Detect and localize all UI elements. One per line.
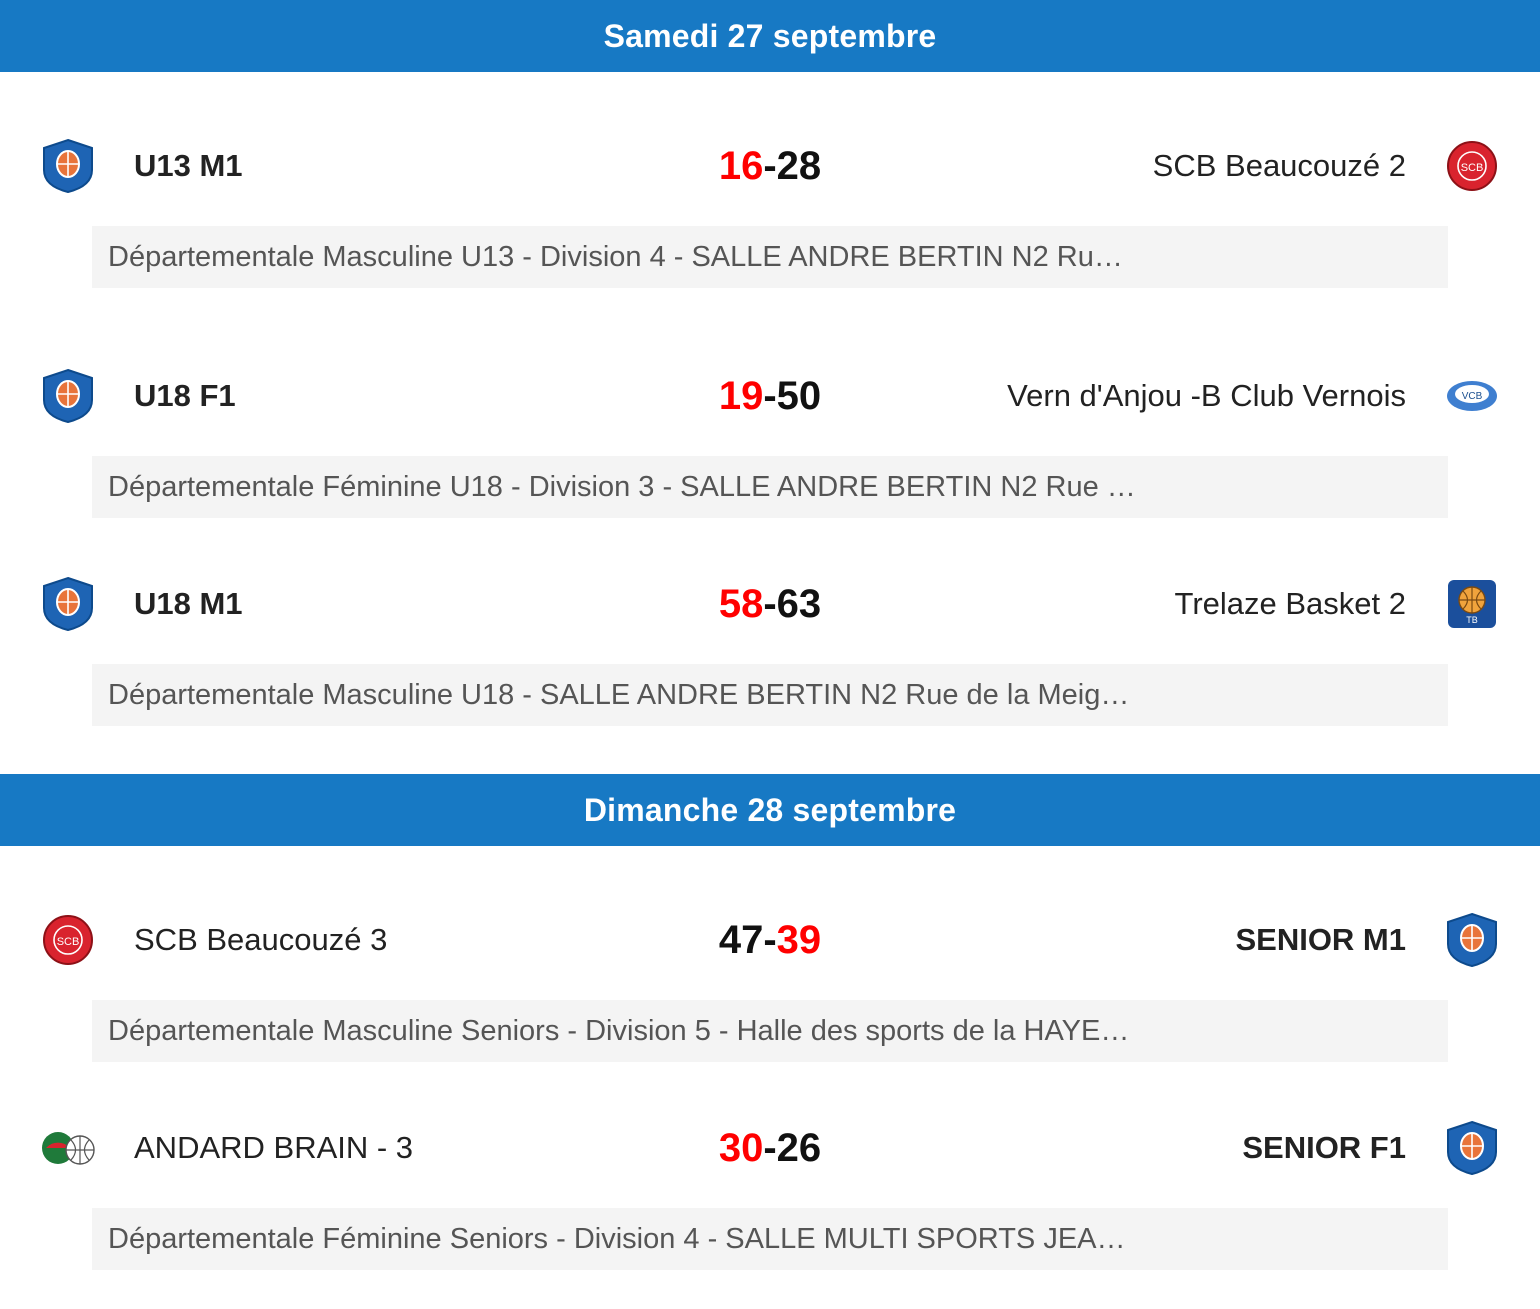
home-score: 58 [718,581,764,626]
match-row[interactable] [0,336,1540,456]
away-team-name: SENIOR M1 [1235,922,1406,957]
svg-text:SCB: SCB [56,936,80,948]
svg-text:TB: TB [1466,615,1478,625]
match-item[interactable] [0,544,1540,726]
match-item[interactable] [0,1088,1540,1270]
vern-club-icon [1444,368,1500,424]
match-row[interactable] [0,106,1540,226]
match-score [620,582,920,627]
club-shield-icon [40,576,96,632]
away-team-name: Vern d'Anjou -B Club Vernois [1007,378,1406,413]
club-shield-icon [1444,1120,1500,1176]
away-score: 26 [776,1125,822,1170]
spacer [0,72,1540,106]
svg-text:SCB: SCB [1460,162,1484,174]
match-row[interactable] [0,1088,1540,1208]
andard-brain-icon [40,1120,96,1176]
match-score [620,374,920,419]
away-score: 63 [776,581,822,626]
home-score: 30 [718,1125,764,1170]
day-header-sunday: Dimanche 28 septembre [0,774,1540,846]
match-score [620,1126,920,1171]
spacer [0,288,1540,336]
club-shield-icon [40,368,96,424]
home-score: 16 [718,143,764,188]
scb-ball-icon [40,912,96,968]
score-separator: - [763,373,777,418]
club-shield-icon [40,138,96,194]
score-separator: - [763,581,777,626]
spacer [0,726,1540,774]
away-team-name: Trelaze Basket 2 [1174,586,1406,621]
home-team-name: ANDARD BRAIN - 3 [134,1130,414,1165]
match-competition-detail: Départementale Masculine U18 - SALLE ANDRE BERTIN N2 Rue de la Meig… [92,664,1448,726]
home-team-name: U18 F1 [134,378,236,413]
home-score: 47 [718,917,764,962]
away-team-name: SENIOR F1 [1242,1130,1406,1165]
match-competition-detail: Départementale Féminine U18 - Division 3 - SALLE ANDRE BERTIN N2 Rue … [92,456,1448,518]
score-separator: - [763,1125,777,1170]
spacer [0,846,1540,880]
scb-ball-icon [1444,138,1500,194]
match-competition-detail: Départementale Féminine Seniors - Division 4 - SALLE MULTI SPORTS JEA… [92,1208,1448,1270]
match-row[interactable] [0,880,1540,1000]
trelaze-basket-icon [1444,576,1500,632]
home-team-name: SCB Beaucouzé 3 [134,922,388,957]
match-item[interactable] [0,106,1540,288]
spacer [0,1062,1540,1088]
match-score [620,144,920,189]
away-score: 28 [776,143,822,188]
home-team-name: U18 M1 [134,586,243,621]
match-item[interactable] [0,336,1540,518]
away-score: 50 [776,373,822,418]
day-header-saturday: Samedi 27 septembre [0,0,1540,72]
club-shield-icon [1444,912,1500,968]
match-score [620,918,920,963]
home-score: 19 [718,373,764,418]
match-item[interactable] [0,880,1540,1062]
away-score: 39 [776,917,822,962]
match-competition-detail: Départementale Masculine U13 - Division 4 - SALLE ANDRE BERTIN N2 Ru… [92,226,1448,288]
spacer [0,518,1540,544]
match-row[interactable] [0,544,1540,664]
away-team-name: SCB Beaucouzé 2 [1152,148,1406,183]
svg-text:VCB: VCB [1461,391,1483,402]
score-separator: - [763,143,777,188]
score-separator: - [763,917,777,962]
home-team-name: U13 M1 [134,148,243,183]
match-competition-detail: Départementale Masculine Seniors - Division 5 - Halle des sports de la HAYE… [92,1000,1448,1062]
